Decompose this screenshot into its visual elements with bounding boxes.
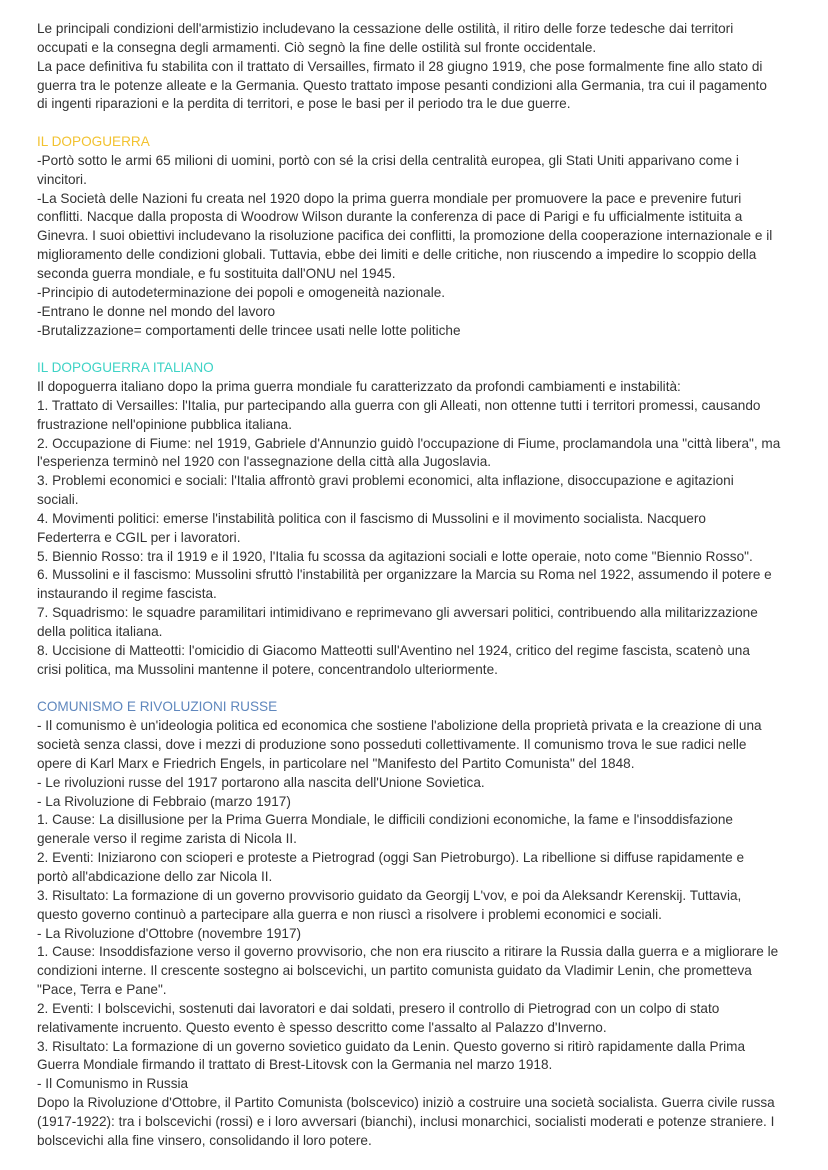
text-line: di ingenti riparazioni e la perdita di territori, e pose le basi per il periodo tra le due guerre. [37,96,571,112]
spacer [37,340,807,359]
spacer [37,680,807,699]
text-line: 1. Cause: La disillusione per la Prima Guerra Mondiale, le difficili condizioni economiche, la fame e l'insoddisfazione [37,812,733,828]
text-line: -Principio di autodeterminazione dei popoli e omogeneità nazionale. [37,284,446,300]
text-line: guerra tra le potenze alleate e la Germania. Questo trattato impose pesanti condizioni alla Germania, tra cui il pagamento [37,77,767,93]
text-line: sociali. [37,492,79,508]
section-1 [37,20,807,114]
section-heading: COMUNISMO E RIVOLUZIONI RUSSE [37,699,278,715]
text-line: vincitori. [37,171,87,187]
text-line: Ginevra. I suoi obiettivi includevano la risoluzione pacifica dei conflitti, la promozione della cooperazione internazionale e il [37,228,773,244]
text-line: 4. Movimenti politici: emerse l'instabilità politica con il fascismo di Mussolini e il movimento socialista. Nacquero [37,510,706,526]
text-line: - Il Comunismo in Russia [37,1076,189,1092]
text-line: 6. Mussolini e il fascismo: Mussolini sfruttò l'instabilità per organizzare la Marcia su Roma nel 1922, assumendo il potere e [37,567,772,583]
section-3 [37,340,807,679]
section-2 [37,114,807,340]
text-line: generale verso il regime zarista di Nicola II. [37,831,297,847]
section-heading: IL DOPOGUERRA [37,134,150,150]
text-line: -La Società delle Nazioni fu creata nel 1920 dopo la prima guerra mondiale per promuovere la pace e prevenire futuri [37,190,742,206]
text-line: 2. Occupazione di Fiume: nel 1919, Gabriele d'Annunzio guidò l'occupazione di Fiume, proclamandola una "città libera", ma [37,435,781,451]
text-line: 8. Uccisione di Matteotti: l'omicidio di Giacomo Matteotti sull'Aventino nel 1924, critico del regime fascista, scatenò una [37,642,750,658]
text-line: società senza classi, dove i mezzi di produzione sono posseduti collettivamente. Il comunismo trova le sue radici nelle [37,737,747,753]
text-line: bolscevichi alla fine vinsero, consolidando il loro potere. [37,1132,372,1148]
text-line: Guerra Mondiale firmando il trattato di Brest-Litovsk con la Germania nel marzo 1918. [37,1057,553,1073]
text-line: 1. Cause: Insoddisfazione verso il governo provvisorio, che non era riuscito a ritirare la Russia dalla guerra e a migliorare le [37,944,779,960]
text-line: -Brutalizzazione= comportamenti delle trincee usati nelle lotte politiche [37,322,461,338]
text-line: - La Rivoluzione d'Ottobre (novembre 1917) [37,925,302,941]
text-line: - Il comunismo è un'ideologia politica ed economica che sostiene l'abolizione della proprietà privata e la creazione di una [37,718,762,734]
text-line: frustrazione nell'opinione pubblica italiana. [37,416,293,432]
text-line: 5. Biennio Rosso: tra il 1919 e il 1920, l'Italia fu scossa da agitazioni sociali e lotte operaie, noto come "Biennio Rosso". [37,548,753,564]
section-4 [37,680,807,1151]
text-line: condizioni interne. Il crescente sostegno ai bolscevichi, un partito comunista guidato da Vladimir Lenin, che prometteva [37,963,752,979]
text-line: La pace definitiva fu stabilita con il trattato di Versailles, firmato il 28 giugno 1919, che pose formalmente fine allo stato di [37,58,763,74]
text-line: "Pace, Terra e Pane". [37,982,167,998]
text-line: Federterra e CGIL per i lavoratori. [37,529,241,545]
document-body [37,20,807,1151]
spacer [37,114,807,133]
text-line: instaurando il regime fascista. [37,586,217,602]
text-line: -Entrano le donne nel mondo del lavoro [37,303,276,319]
section-heading: IL DOPOGUERRA ITALIANO [37,360,214,376]
text-line: occupati e la consegna degli armamenti. Ciò segnò la fine delle ostilità sul fronte occidentale. [37,39,597,55]
text-line: Dopo la Rivoluzione d'Ottobre, il Partito Comunista (bolscevico) iniziò a costruire una società socialista. Guerra civile russa [37,1095,775,1111]
text-line: 2. Eventi: I bolscevichi, sostenuti dai lavoratori e dai soldati, presero il controllo di Pietrograd con un colpo di stato [37,1000,720,1016]
text-line: questo governo continuò a partecipare alla guerra e non riuscì a risolvere i problemi economici e sociali. [37,906,662,922]
text-line: crisi politica, ma Mussolini mantenne il potere, concentrandolo ulteriormente. [37,661,498,677]
text-line: opere di Karl Marx e Friedrich Engels, in particolare nel "Manifesto del Partito Comunista" del 1848. [37,755,635,771]
text-line: l'esperienza terminò nel 1920 con l'assegnazione della città alla Jugoslavia. [37,454,492,470]
text-line: portò all'abdicazione dello zar Nicola II. [37,868,273,884]
text-line: (1917-1922): tra i bolscevichi (rossi) e i loro avversari (bianchi), inclusi monarchici, socialisti moderati e potenze straniere. I [37,1113,775,1129]
text-line: relativamente incruento. Questo evento è spesso descritto come l'assalto al Palazzo d'Inverno. [37,1019,607,1035]
text-line: della politica italiana. [37,624,163,639]
text-line: Il dopoguerra italiano dopo la prima guerra mondiale fu caratterizzato da profondi cambiamenti e instabilità: [37,379,681,395]
text-line: Le principali condizioni dell'armistizio includevano la cessazione delle ostilità, il ritiro delle forze tedesche dai territori [37,21,734,36]
text-line: 2. Eventi: Iniziarono con scioperi e proteste a Pietrograd (oggi San Pietroburgo). La ribellione si diffuse rapidamente e [37,850,745,866]
text-line: 3. Risultato: La formazione di un governo provvisorio guidato da Georgij L'vov, e poi da Aleksandr Kerenskij. Tuttavia, [37,887,742,903]
text-line: - Le rivoluzioni russe del 1917 portarono alla nascita dell'Unione Sovietica. [37,774,485,790]
text-line: conflitti. Nacque dalla proposta di Woodrow Wilson durante la conferenza di pace di Parigi e fu ufficialmente istituita a [37,209,743,225]
text-line: miglioramento delle condizioni globali. Tuttavia, ebbe dei limiti e delle critiche, non riuscendo a impedire lo scoppio della [37,247,757,263]
text-line: 1. Trattato di Versailles: l'Italia, pur partecipando alla guerra con gli Alleati, non ottenne tutti i territori promessi, causando [37,397,761,413]
text-line: 3. Risultato: La formazione di un governo sovietico guidato da Lenin. Questo governo si ritirò rapidamente dalla Prima [37,1038,746,1054]
text-line: seconda guerra mondiale, e fu sostituita dall'ONU nel 1945. [37,265,396,281]
text-line: - La Rivoluzione di Febbraio (marzo 1917) [37,793,291,809]
text-line: 7. Squadrismo: le squadre paramilitari intimidivano e reprimevano gli avversari politici, contribuendo alla militarizzazione [37,605,758,621]
text-line: -Portò sotto le armi 65 milioni di uomini, portò con sé la crisi della centralità europea, gli Stati Uniti apparivano come i [37,152,739,168]
text-line: 3. Problemi economici e sociali: l'Italia affrontò gravi problemi economici, alta inflazione, disoccupazione e agitazioni [37,473,734,489]
